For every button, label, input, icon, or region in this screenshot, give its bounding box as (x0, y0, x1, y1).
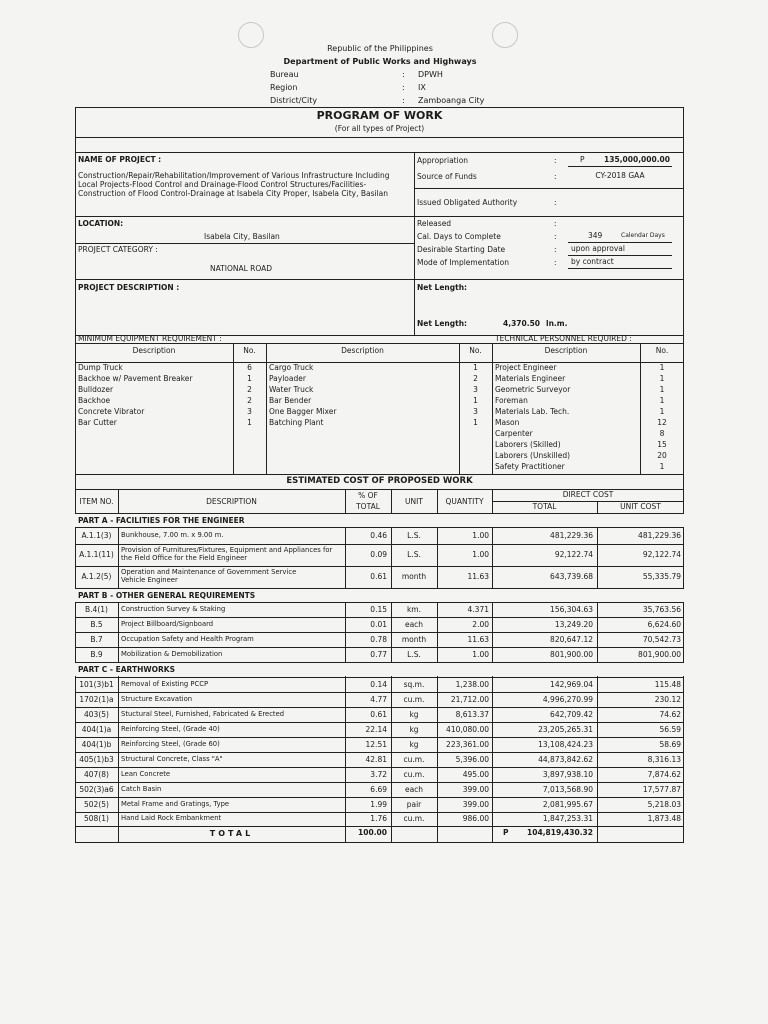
equipment-item: Backhoe (78, 396, 111, 405)
project-name-value: Construction/Repair/Rehabilitation/Improvement of Various Infrastructure Including Local Projects-Flood Control and Drainage-Flood Control Structures/Facilities-Construction of Flood Control-Drainage at Isabela City Proper, Isabela City, Basilan (78, 171, 390, 198)
divider (568, 268, 672, 269)
item-total: 820,647.12 (550, 635, 593, 644)
item-qty: 11.63 (467, 635, 489, 644)
grand-total-label: TOTAL (209, 829, 254, 838)
equipment-desc-header-2: Description (341, 346, 384, 355)
col-unit: UNIT (405, 497, 423, 506)
item-total: 642,709.42 (550, 710, 593, 719)
personnel-count: 1 (659, 462, 665, 471)
source-of-funds-label: Source of Funds (417, 172, 477, 181)
item-pct: 0.14 (370, 680, 387, 689)
item-no: 502(3)a6 (79, 785, 114, 794)
personnel-no-header: No. (655, 346, 669, 355)
item-qty: 1,238.00 (455, 680, 489, 689)
region-label: Region (270, 83, 298, 92)
bureau-label: Bureau (270, 70, 299, 79)
cal-days-value: 349 (588, 231, 603, 240)
item-pct: 0.01 (370, 620, 387, 629)
item-total: 4,996,270.99 (542, 695, 593, 704)
cal-days-label: Cal. Days to Complete (417, 232, 501, 241)
item-unit: kg (409, 710, 419, 719)
net-length-label: Net Length: (417, 283, 468, 292)
starting-date-colon: : (554, 245, 557, 254)
mode-value: by contract (571, 257, 614, 266)
item-pct: 0.77 (370, 650, 387, 659)
item-qty: 1.00 (472, 550, 489, 559)
item-total: 481,229.36 (550, 531, 593, 540)
item-total: 23,205,265.31 (538, 725, 593, 734)
item-desc: Hand Laid Rock Embankment (121, 814, 222, 822)
item-qty: 21,712.00 (450, 695, 489, 704)
divider (414, 188, 684, 189)
item-desc: Provision of Furnitures/Fixtures, Equipment and Appliances for the Field Office for the Field Engineer (121, 546, 333, 563)
district-label: District/City (270, 96, 318, 105)
equipment-item: Bulldozer (78, 385, 114, 394)
item-qty: 986.00 (462, 814, 489, 823)
cal-days-unit: Calendar Days (621, 232, 665, 239)
table-row (75, 617, 684, 632)
col-pct-2: TOTAL (356, 502, 380, 511)
equipment-title: MINIMUM EQUIPMENT REQUIREMENT : (78, 334, 222, 343)
item-unit: each (404, 785, 424, 794)
item-pct: 1.99 (370, 800, 387, 809)
item-unit: cu.m. (403, 770, 425, 779)
item-pct: 0.78 (370, 635, 387, 644)
starting-date-value: upon approval (571, 244, 625, 253)
item-qty: 2.00 (472, 620, 489, 629)
table-row (75, 527, 684, 544)
net-length-unit: ln.m. (546, 319, 568, 328)
equipment-no-header-2: No. (469, 346, 482, 355)
region-value: IX (418, 83, 426, 92)
item-unit-cost: 58.69 (659, 740, 681, 749)
item-unit-cost: 481,229.36 (638, 531, 681, 540)
item-no: A.1.2(5) (81, 572, 112, 581)
category-value: NATIONAL ROAD (210, 264, 273, 273)
personnel-count: 1 (659, 396, 665, 405)
col-quantity: QUANTITY (445, 497, 484, 506)
equipment-count: 3 (247, 407, 252, 416)
net-length-value: 4,370.50 (503, 319, 541, 328)
item-qty: 223,361.00 (446, 740, 489, 749)
item-no: 403(5) (84, 710, 109, 719)
divider (568, 166, 672, 167)
item-unit-cost: 801,900.00 (638, 650, 681, 659)
divider (75, 362, 684, 363)
item-unit: km. (406, 605, 422, 614)
appropriation-colon: : (554, 156, 557, 165)
district-colon: : (402, 96, 405, 105)
item-no: 502(5) (84, 800, 109, 809)
divider (414, 152, 415, 335)
item-pct: 22.14 (365, 725, 387, 734)
item-qty: 495.00 (462, 770, 489, 779)
equipment-item: Concrete Vibrator (78, 407, 145, 416)
item-total: 643,739.68 (550, 572, 593, 581)
item-unit-cost: 8,316.13 (647, 755, 681, 764)
divider (568, 255, 672, 256)
item-unit-cost: 5,218.03 (647, 800, 681, 809)
item-unit-cost: 74.62 (659, 710, 681, 719)
item-qty: 399.00 (462, 800, 489, 809)
item-unit: L.S. (407, 550, 421, 559)
district-value: Zamboanga City (418, 96, 485, 105)
item-desc: Metal Frame and Gratings, Type (121, 800, 230, 808)
form-title: PROGRAM OF WORK (316, 109, 443, 122)
personnel-item: Carpenter (495, 429, 533, 438)
equipment-desc-header: Description (132, 346, 176, 355)
obligated-authority-label: Issued Obligated Authority (417, 198, 518, 207)
item-unit: L.S. (407, 650, 421, 659)
item-pct: 4.77 (370, 695, 387, 704)
item-no: 404(1)b (81, 740, 112, 749)
table-row (75, 677, 684, 692)
personnel-item: Safety Practitioner (495, 462, 565, 471)
table-row (75, 782, 684, 797)
table-row (75, 602, 684, 617)
grand-total-amount: 104,819,430.32 (527, 828, 593, 837)
personnel-item: Materials Lab. Tech. (495, 407, 570, 416)
personnel-item: Project Engineer (495, 363, 557, 372)
personnel-count: 8 (659, 429, 665, 438)
item-total: 142,969.04 (550, 680, 593, 689)
item-qty: 399.00 (462, 785, 489, 794)
personnel-item: Laborers (Unskilled) (495, 451, 571, 460)
equipment-item: Backhoe w/ Pavement Breaker (78, 374, 193, 383)
equipment-item: Cargo Truck (269, 363, 314, 372)
grand-total-prefix: P (503, 828, 509, 837)
item-unit: kg (409, 725, 419, 734)
personnel-count: 1 (659, 374, 665, 383)
personnel-item: Materials Engineer (495, 374, 566, 383)
col-direct-cost: DIRECT COST (562, 490, 614, 499)
table-row (75, 647, 684, 662)
item-no: 405(1)b3 (79, 755, 114, 764)
item-unit-cost: 35,763.56 (642, 605, 681, 614)
divider (75, 343, 684, 344)
equipment-count: 1 (247, 374, 252, 383)
table-row (75, 722, 684, 737)
item-no: B.4(1) (85, 605, 108, 614)
item-desc: Mobilization & Demobilization (121, 650, 223, 658)
divider (75, 137, 684, 138)
personnel-count: 1 (659, 385, 665, 394)
item-total: 7,013,568.90 (542, 785, 593, 794)
equipment-count: 1 (473, 396, 478, 405)
item-pct: 6.69 (370, 785, 387, 794)
personnel-desc-header: Description (544, 346, 588, 355)
item-unit-cost: 6,624.60 (647, 620, 681, 629)
item-unit: each (404, 620, 424, 629)
item-unit: cu.m. (403, 695, 425, 704)
item-qty: 1.00 (472, 531, 489, 540)
item-unit-cost: 115.48 (654, 680, 681, 689)
table-row (75, 737, 684, 752)
item-pct: 12.51 (365, 740, 387, 749)
part-a-title: PART A - FACILITIES FOR THE ENGINEER (75, 514, 684, 527)
item-desc: Construction Survey & Staking (121, 605, 226, 613)
item-pct: 0.09 (370, 550, 387, 559)
item-total: 13,108,424.23 (538, 740, 593, 749)
project-name-label: NAME OF PROJECT : (78, 155, 162, 164)
item-unit-cost: 7,874.62 (647, 770, 681, 779)
item-unit-cost: 56.59 (659, 725, 681, 734)
obligated-authority-colon: : (554, 198, 557, 207)
table-row (75, 767, 684, 782)
item-no: 407(8) (84, 770, 109, 779)
item-pct: 3.72 (370, 770, 387, 779)
item-unit: kg (409, 740, 419, 749)
item-desc: Bunkhouse, 7.00 m. x 9.00 m. (121, 531, 224, 539)
item-unit: month (401, 572, 427, 581)
item-desc: Occupation Safety and Health Program (121, 635, 254, 643)
item-unit-cost: 92,122.74 (642, 550, 681, 559)
item-unit-cost: 17,577.87 (642, 785, 681, 794)
col-description: DESCRIPTION (206, 497, 257, 506)
equipment-count: 3 (473, 385, 478, 394)
equipment-no-header: No. (243, 346, 256, 355)
table-row (75, 566, 684, 588)
mode-label: Mode of Implementation (417, 258, 509, 267)
col-item-no: ITEM NO. (79, 497, 114, 506)
equipment-count: 1 (247, 418, 252, 427)
equipment-count: 2 (473, 374, 478, 383)
item-pct: 0.46 (370, 531, 387, 540)
item-total: 44,873,842.62 (538, 755, 593, 764)
divider (75, 243, 414, 244)
item-qty: 1.00 (472, 650, 489, 659)
item-total: 13,249.20 (554, 620, 593, 629)
equipment-item: Dump Truck (78, 363, 123, 372)
divider (414, 216, 684, 217)
republic-line: Republic of the Philippines (327, 44, 433, 53)
divider (75, 152, 684, 153)
form-subtitle: (For all types of Project) (334, 124, 425, 133)
item-no: 1702(1)a (79, 695, 114, 704)
item-unit-cost: 55,335.79 (642, 572, 681, 581)
location-value: Isabela City, Basilan (204, 232, 280, 241)
item-unit-cost: 230.12 (654, 695, 681, 704)
col-total: TOTAL (532, 502, 557, 511)
item-pct: 42.81 (365, 755, 387, 764)
cal-days-colon: : (554, 232, 557, 241)
divider (75, 279, 684, 280)
part-c-title: PART C - EARTHWORKS (75, 663, 684, 676)
item-desc: Lean Concrete (121, 770, 171, 778)
appropriation-label: Appropriation (417, 156, 469, 165)
category-label: PROJECT CATEGORY : (78, 245, 158, 254)
item-desc: Catch Basin (121, 785, 162, 793)
table-row (75, 692, 684, 707)
item-desc: Removal of Existing PCCP (121, 680, 209, 688)
appropriation-value: 135,000,000.00 (604, 155, 670, 164)
divider (568, 242, 672, 243)
personnel-title: TECHNICAL PERSONNEL REQUIRED : (495, 334, 632, 343)
bureau-colon: : (402, 70, 405, 79)
personnel-count: 15 (657, 440, 667, 449)
description-label: PROJECT DESCRIPTION : (78, 283, 180, 292)
equipment-item: Payloader (269, 374, 306, 383)
item-no: 404(1)a (81, 725, 112, 734)
personnel-item: Geometric Surveyor (495, 385, 571, 394)
table-row (75, 544, 684, 566)
source-of-funds-colon: : (554, 172, 557, 181)
item-pct: 1.76 (370, 814, 387, 823)
item-total: 1,847,253.31 (542, 814, 593, 823)
equipment-item: Water Truck (269, 385, 314, 394)
item-qty: 4.371 (467, 605, 489, 614)
item-unit: cu.m. (403, 814, 425, 823)
personnel-count: 1 (659, 363, 665, 372)
table-row (75, 632, 684, 647)
equipment-item: Bar Bender (269, 396, 312, 405)
personnel-item: Mason (495, 418, 520, 427)
department-line: Department of Public Works and Highways (283, 57, 477, 66)
item-no: A.1.1(3) (81, 531, 112, 540)
table-row (75, 797, 684, 812)
item-desc: Operation and Maintenance of Government Service Vehicle Engineer (121, 568, 297, 585)
released-label: Released (417, 219, 452, 228)
item-no: B.9 (90, 650, 103, 659)
equipment-count: 6 (247, 363, 252, 372)
item-pct: 0.61 (370, 710, 387, 719)
personnel-count: 12 (657, 418, 667, 427)
mode-colon: : (554, 258, 557, 267)
item-no: B.5 (90, 620, 103, 629)
divider (75, 474, 684, 475)
location-label: LOCATION: (78, 219, 124, 228)
item-desc: Reinforcing Steel, (Grade 60) (121, 740, 220, 748)
source-of-funds-value: CY-2018 GAA (595, 171, 645, 180)
net-length-label-2: Net Length: (417, 319, 468, 328)
table-row (75, 752, 684, 767)
item-pct: 0.61 (370, 572, 387, 581)
item-desc: Stuctural Steel, Furnished, Fabricated & Erected (121, 710, 285, 718)
part-b-title: PART B - OTHER GENERAL REQUIREMENTS (75, 589, 684, 602)
item-pct: 0.15 (370, 605, 387, 614)
table-row (75, 812, 684, 826)
bureau-value: DPWH (418, 70, 443, 79)
item-unit: sq.m. (403, 680, 425, 689)
item-total: 2,081,995.67 (542, 800, 593, 809)
col-pct-1: % OF (358, 491, 378, 500)
item-desc: Project Billboard/Signboard (121, 620, 214, 628)
item-desc: Reinforcing Steel, (Grade 40) (121, 725, 220, 733)
region-colon: : (402, 83, 405, 92)
grand-total-pct: 100.00 (358, 828, 387, 837)
starting-date-label: Desirable Starting Date (417, 245, 506, 254)
appropriation-prefix: P (580, 155, 585, 164)
header-fields (270, 70, 570, 110)
item-no: B.7 (90, 635, 103, 644)
equipment-item: One Bagger Mixer (269, 407, 337, 416)
divider (75, 216, 414, 217)
equipment-count: 2 (247, 385, 252, 394)
item-qty: 11.63 (467, 572, 489, 581)
released-colon: : (554, 219, 557, 228)
personnel-item: Laborers (Skilled) (495, 440, 561, 449)
item-no: 508(1) (84, 814, 109, 823)
equipment-item: Batching Plant (269, 418, 324, 427)
item-unit: pair (406, 800, 422, 809)
personnel-item: Foreman (495, 396, 528, 405)
equipment-item: Bar Cutter (78, 418, 117, 427)
equipment-count: 1 (473, 418, 478, 427)
divider (75, 826, 684, 827)
item-unit: cu.m. (403, 755, 425, 764)
equipment-count: 1 (473, 363, 478, 372)
item-unit: L.S. (407, 531, 421, 540)
item-total: 156,304.63 (550, 605, 593, 614)
col-unit-cost: UNIT COST (620, 502, 661, 511)
item-unit: month (401, 635, 427, 644)
item-no: A.1.1(11) (79, 550, 114, 559)
item-qty: 5,396.00 (455, 755, 489, 764)
equipment-count: 2 (247, 396, 252, 405)
item-total: 92,122.74 (554, 550, 593, 559)
item-qty: 8,613.37 (455, 710, 489, 719)
item-qty: 410,080.00 (446, 725, 489, 734)
item-desc: Structural Concrete, Class "A" (121, 755, 223, 763)
table-row (75, 707, 684, 722)
cost-title: ESTIMATED COST OF PROPOSED WORK (286, 476, 473, 486)
equipment-count: 3 (473, 407, 478, 416)
item-unit-cost: 70,542.73 (642, 635, 681, 644)
item-desc: Structure Excavation (121, 695, 193, 703)
personnel-count: 1 (659, 407, 665, 416)
item-total: 801,900.00 (550, 650, 593, 659)
personnel-count: 20 (657, 451, 667, 460)
item-no: 101(3)b1 (79, 680, 114, 689)
item-total: 3,897,938.10 (542, 770, 593, 779)
item-unit-cost: 1,873.48 (647, 814, 681, 823)
